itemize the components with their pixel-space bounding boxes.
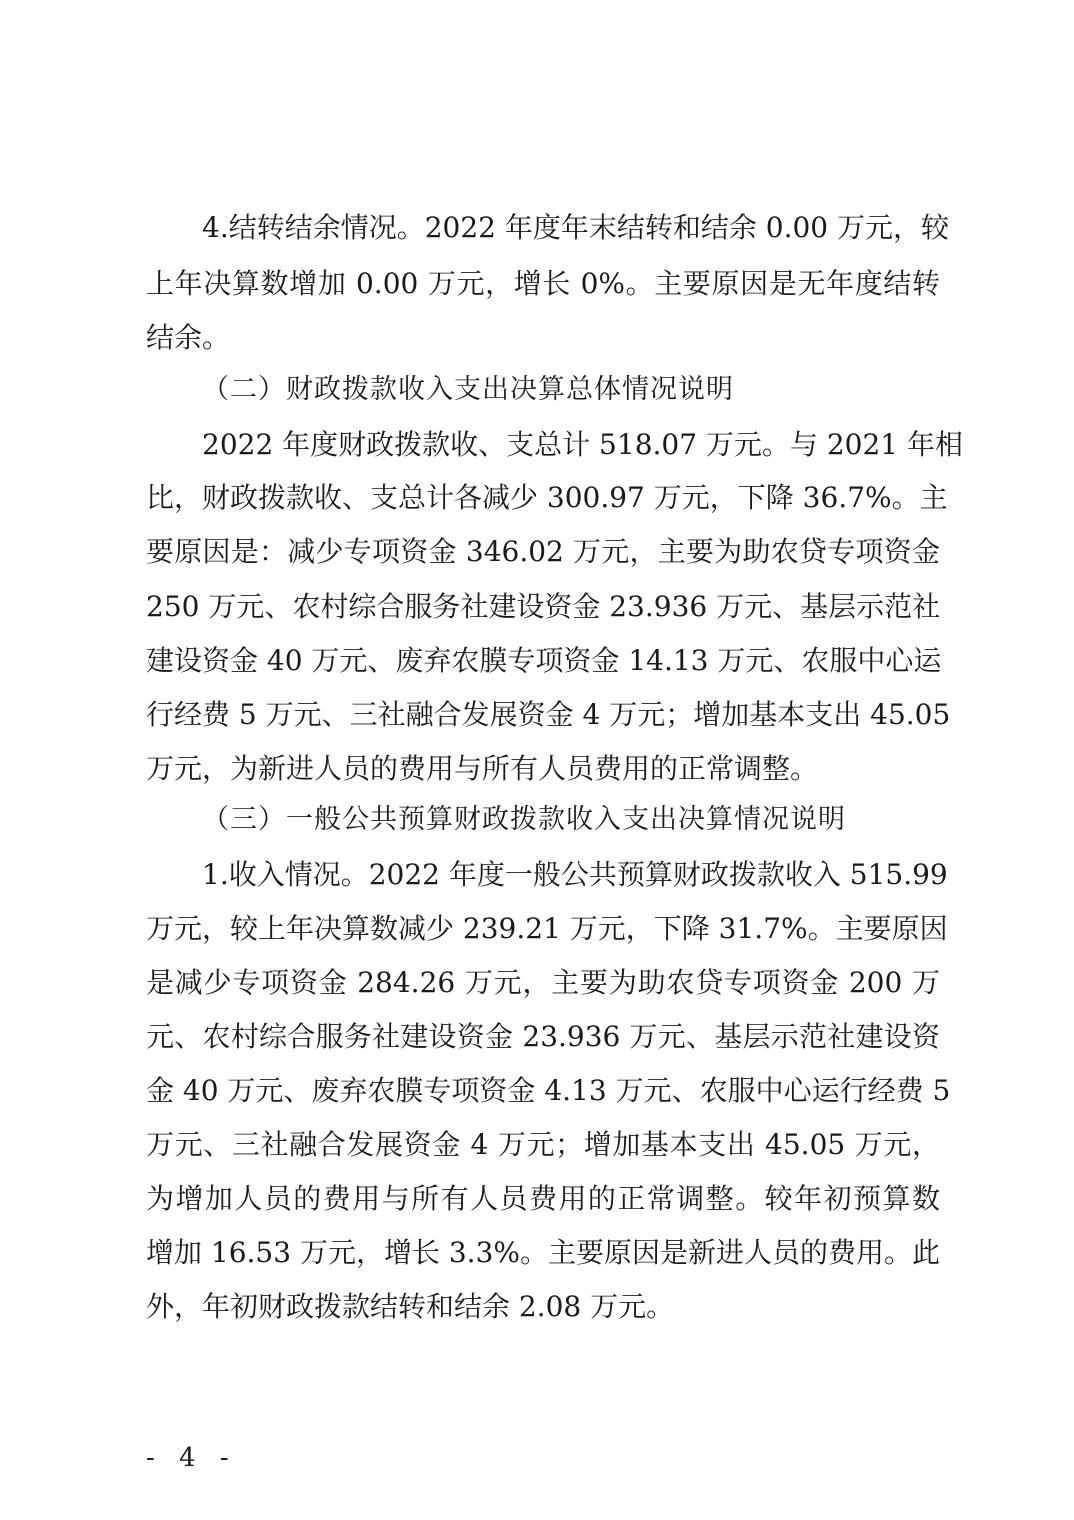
paragraph-line: 万元，为新进人员的费用与所有人员费用的正常调整。 bbox=[146, 752, 819, 785]
paragraph-line: 建设资金 40 万元、废弃农膜专项资金 14.13 万元、农服中心运 bbox=[146, 644, 942, 677]
paragraph-line: 要原因是：减少专项资金 346.02 万元，主要为助农贷专项资金 bbox=[146, 535, 940, 568]
section-heading: （二）财政拨款收入支出决算总体情况说明 bbox=[202, 374, 734, 405]
page-number: - 4 - bbox=[146, 1443, 237, 1473]
paragraph-line: 结余。 bbox=[146, 321, 231, 354]
paragraph-line: 金 40 万元、废弃农膜专项资金 4.13 万元、农服中心运行经费 5 bbox=[146, 1074, 951, 1107]
paragraph-line: 250 万元、农村综合服务社建设资金 23.936 万元、基层示范社 bbox=[146, 590, 941, 623]
paragraph-line: 元、农村综合服务社建设资金 23.936 万元、基层示范社建设资 bbox=[146, 1020, 940, 1053]
paragraph-line: 增加 16.53 万元，增长 3.3%。主要原因是新进人员的费用。此 bbox=[146, 1236, 940, 1269]
paragraph-line: 2022 年度财政拨款收、支总计 518.07 万元。与 2021 年相 bbox=[202, 428, 963, 461]
paragraph-line: 1.收入情况。2022 年度一般公共预算财政拨款收入 515.99 bbox=[202, 858, 948, 891]
paragraph-line: 万元，较上年决算数减少 239.21 万元，下降 31.7%。主要原因 bbox=[146, 912, 948, 945]
paragraph-line: 比，财政拨款收、支总计各减少 300.97 万元，下降 36.7%。主 bbox=[146, 481, 948, 514]
section-heading: （三）一般公共预算财政拨款收入支出决算情况说明 bbox=[202, 804, 846, 835]
paragraph-line: 是减少专项资金 284.26 万元，主要为助农贷专项资金 200 万 bbox=[146, 966, 940, 999]
paragraph-line: 4.结转结余情况。2022 年度年末结转和结余 0.00 万元，较 bbox=[202, 211, 950, 244]
paragraph-line: 行经费 5 万元、三社融合发展资金 4 万元；增加基本支出 45.05 bbox=[146, 698, 951, 731]
paragraph-line: 万元、三社融合发展资金 4 万元；增加基本支出 45.05 万元， bbox=[146, 1128, 940, 1161]
paragraph-line: 外，年初财政拨款结转和结余 2.08 万元。 bbox=[146, 1290, 675, 1323]
paragraph-line: 上年决算数增加 0.00 万元，增长 0%。主要原因是无年度结转 bbox=[146, 267, 940, 300]
paragraph-line: 为增加人员的费用与所有人员费用的正常调整。较年初预算数 bbox=[146, 1182, 940, 1215]
